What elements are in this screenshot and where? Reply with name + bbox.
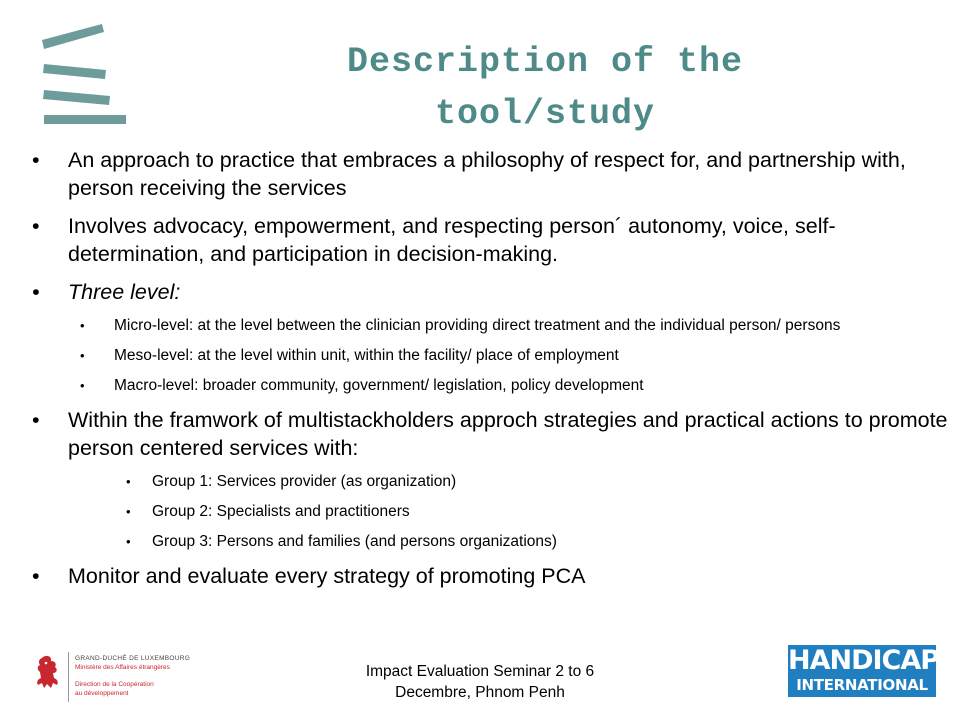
group-item-1-text: Group 1: Services provider (as organization): [152, 473, 457, 490]
group-item-1: [126, 472, 948, 492]
bullet-dot: •: [32, 564, 40, 588]
bullet-list: [30, 146, 948, 600]
title-line-1: Description of the: [346, 42, 744, 82]
bullet-framework: [30, 406, 948, 462]
sub-bullet-meso-text: Meso-level: at the level within unit, within the facility/ place of employment: [114, 347, 619, 364]
hi-logo-line-2: INTERNATIONAL: [796, 676, 928, 694]
bullet-dot: •: [32, 148, 40, 172]
sub-bullet-micro: [78, 316, 948, 336]
bullet-dot: •: [32, 280, 40, 304]
bullet-involves-text: Involves advocacy, empowerment, and respecting person´ autonomy, voice, self-determination, and participation in decision-making.: [68, 214, 836, 266]
group-item-2-text: Group 2: Specialists and practitioners: [152, 503, 410, 520]
footer-line-1: Impact Evaluation Seminar 2 to 6: [365, 663, 595, 680]
lion-icon: [33, 654, 61, 690]
group-item-3-text: Group 3: Persons and families (and persons organizations): [152, 533, 557, 550]
bullet-monitor: [30, 562, 948, 590]
bullet-dot: •: [80, 348, 85, 363]
bullet-dot: •: [80, 318, 85, 333]
sub-bullet-macro-text: Macro-level: broader community, government/ legislation, policy development: [114, 377, 644, 394]
group-item-2: [126, 502, 948, 522]
bullet-three-level: [30, 278, 948, 306]
lux-line-2: Ministère des Affaires étrangères: [75, 664, 170, 671]
handicap-international-logo: [788, 645, 940, 697]
bullet-dot: •: [126, 474, 131, 489]
bullet-approach: [30, 146, 948, 202]
footer-line-2: Decembre, Phnom Penh: [395, 684, 565, 701]
bullet-framework-text: Within the framwork of multistackholders approch strategies and practical actions to promote person centered services with:: [68, 408, 948, 460]
title-line-2: tool/study: [434, 94, 656, 134]
bullet-three-level-text: Three level:: [68, 280, 181, 304]
sub-bullet-macro: [78, 376, 948, 396]
footer-caption: [300, 661, 660, 703]
bullet-dot: •: [32, 214, 40, 238]
bullet-dot: •: [126, 504, 131, 519]
hi-logo-line-1: HANDICAP: [788, 645, 940, 676]
sub-bullet-micro-text: Micro-level: at the level between the clinician providing direct treatment and the individual person/ persons: [114, 317, 841, 334]
lux-line-1: GRAND-DUCHÉ DE LUXEMBOURG: [75, 655, 191, 662]
logo-divider: [68, 652, 69, 702]
bullet-dot: •: [32, 408, 40, 432]
bullet-monitor-text: Monitor and evaluate every strategy of promoting PCA: [68, 564, 586, 588]
bullet-dot: •: [126, 534, 131, 549]
lux-line-4: au développement: [75, 690, 129, 697]
sub-bullet-meso: [78, 346, 948, 366]
luxembourg-ministry-logo: [33, 650, 191, 706]
bullet-dot: •: [80, 378, 85, 393]
page-title: [250, 36, 840, 140]
lux-line-3: Direction de la Coopération: [75, 681, 154, 688]
bullet-approach-text: An approach to practice that embraces a philosophy of respect for, and partnership with, person receiving the services: [68, 148, 906, 200]
bullet-involves: [30, 212, 948, 268]
bars-logo-icon: [38, 22, 133, 132]
group-item-3: [126, 532, 948, 552]
